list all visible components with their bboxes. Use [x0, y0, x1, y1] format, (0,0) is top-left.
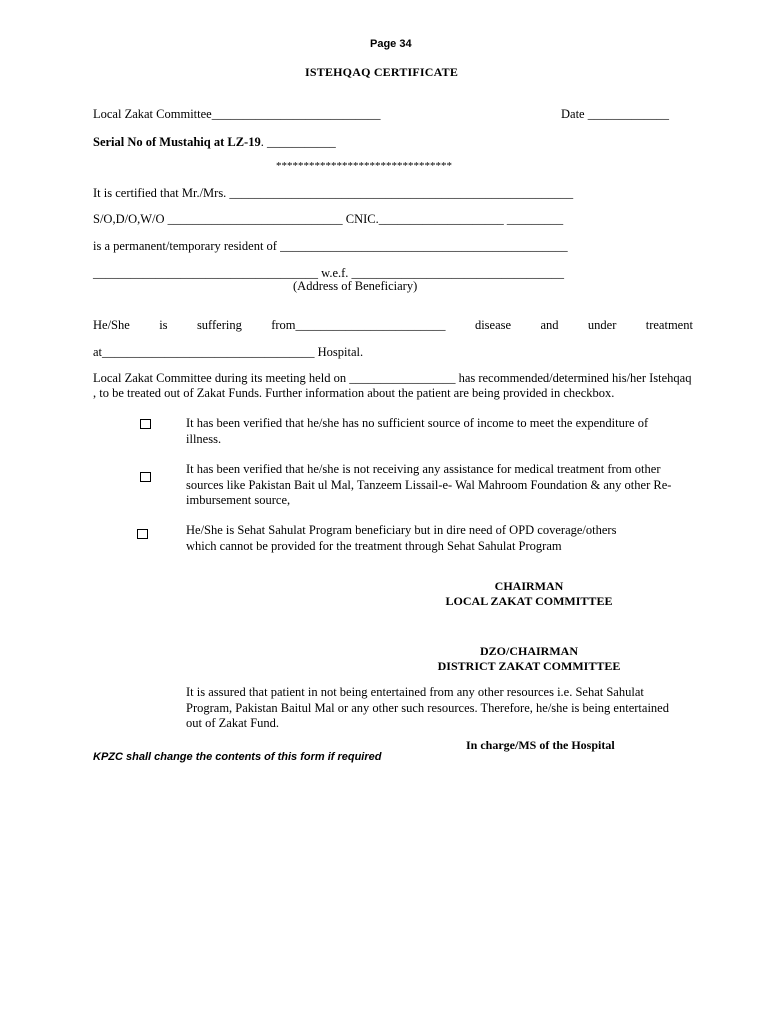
- certified-name-field: It is certified that Mr./Mrs. _______________________________________________________: [93, 186, 574, 200]
- check-item-text: It has been verified that he/she has no sufficient source of income to meet the expenditure of illness.: [186, 416, 649, 446]
- suffering-word: disease: [474, 318, 512, 332]
- dzo-committee: DISTRICT ZAKAT COMMITTEE: [437, 659, 621, 673]
- suffering-word: is: [159, 318, 168, 332]
- serial-label: Serial No of Mustahiq at LZ-19: [93, 135, 261, 149]
- serial-number-field: [93, 135, 336, 150]
- page-number: Page 34: [370, 38, 412, 50]
- parentage-cnic-field: S/O,D/O,W/O ____________________________ CNIC.____________________ _________: [93, 212, 564, 226]
- checkbox[interactable]: [140, 419, 151, 429]
- suffering-word: He/She: [93, 318, 130, 332]
- suffering-word: and: [540, 318, 559, 332]
- footer-note: KPZC shall change the contents of this form if required: [93, 751, 382, 763]
- suffering-line: [93, 318, 693, 333]
- date-field: Date _____________: [561, 107, 669, 121]
- star-divider: ********************************: [276, 160, 452, 172]
- suffering-word: from________________________: [271, 318, 446, 332]
- check-item-text: It has been verified that he/she is not receiving any assistance for medical treatment from other sources like Pakistan Bait ul Mal, Tanzeem Lissail-e- Wal Mahroom Foundation & any other Re-imbursement source,: [186, 462, 672, 507]
- meeting-paragraph: Local Zakat Committee during its meeting held on _________________ has recommended/determined his/her Istehqaq , to be treated out of Zakat Funds. Further information about the patient are being provided in checkbox.: [93, 371, 692, 400]
- address-wef-field: ____________________________________ w.e.f. __________________________________: [93, 266, 565, 280]
- suffering-word: suffering: [196, 318, 242, 332]
- certificate-title: ISTEHQAQ CERTIFICATE: [305, 65, 459, 79]
- dzo-title: DZO/CHAIRMAN: [480, 644, 578, 658]
- suffering-word: under: [587, 318, 617, 332]
- assurance-paragraph: It is assured that patient in not being entertained from any other resources i.e. Sehat Sahulat Program, Pakistan Baitul Mal or any other such resources. Therefore, he/she is being entertained out of Zakat Fund.: [186, 685, 669, 730]
- suffering-word: treatment: [645, 318, 693, 332]
- local-zakat-committee-field: Local Zakat Committee___________________________: [93, 107, 381, 121]
- check-item-text: He/She is Sehat Sahulat Program beneficiary but in dire need of OPD coverage/others which cannot be provided for the treatment through Sehat Sahulat Program: [186, 523, 617, 553]
- serial-blank: . ___________: [260, 135, 336, 149]
- incharge-signature: In charge/MS of the Hospital: [466, 738, 615, 752]
- chairman-committee: LOCAL ZAKAT COMMITTEE: [445, 594, 613, 608]
- hospital-field: at__________________________________ Hospital.: [93, 345, 364, 359]
- chairman-signature-block: [400, 579, 658, 609]
- chairman-title: CHAIRMAN: [494, 579, 564, 593]
- checkbox[interactable]: [140, 472, 151, 482]
- dzo-signature-block: [400, 644, 658, 674]
- address-caption: (Address of Beneficiary): [293, 279, 418, 293]
- checkbox[interactable]: [137, 529, 148, 539]
- resident-field: is a permanent/temporary resident of ______________________________________________: [93, 239, 568, 253]
